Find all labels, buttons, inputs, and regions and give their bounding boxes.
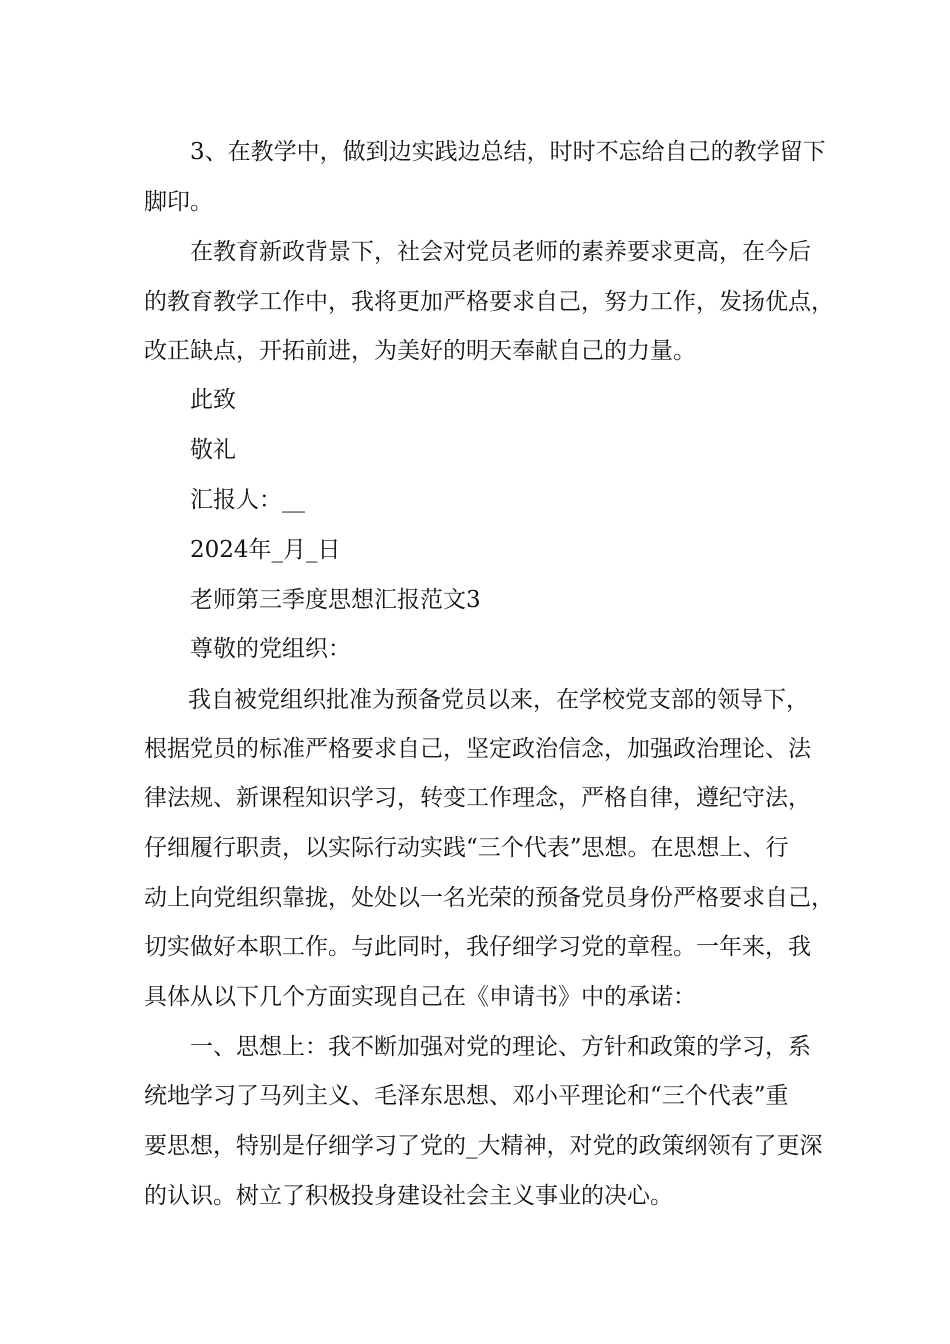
- paragraph-line: 统地学习了马列主义、毛泽东思想、邓小平理论和“三个代表”重: [144, 1083, 789, 1109]
- section-title: 老师第三季度思想汇报范文3: [190, 587, 481, 613]
- paragraph-line: 要思想，特别是仔细学习了党的_大精神，对党的政策纲领有了更深: [144, 1133, 823, 1159]
- paragraph-line: 我自被党组织批准为预备党员以来，在学校党支部的领导下，: [188, 687, 809, 713]
- paragraph-line: 的教育教学工作中，我将更加严格要求自己，努力工作，发扬优点，: [144, 289, 834, 315]
- greeting-line: 尊敬的党组织：: [190, 636, 351, 662]
- date-line: 2024年_月_日: [190, 537, 341, 563]
- paragraph-line: 具体从以下几个方面实现自己在《申请书》中的承诺：: [144, 984, 696, 1010]
- salutation-line: 敬礼: [190, 437, 236, 463]
- paragraph-line: 仔细履行职责，以实际行动实践“三个代表”思想。在思想上、行: [144, 835, 789, 861]
- paragraph-line: 动上向党组织靠拢，处处以一名光荣的预备党员身份严格要求自己，: [144, 885, 834, 911]
- paragraph-line: 的认识。树立了积极投身建设社会主义事业的决心。: [144, 1183, 673, 1209]
- paragraph-line: 3、在教学中，做到边实践边总结，时时不忘给自己的教学留下: [190, 139, 826, 165]
- paragraph-line: 一、思想上：我不断加强对党的理论、方针和政策的学习，系: [190, 1034, 811, 1060]
- paragraph-line: 根据党员的标准严格要求自己，坚定政治信念，加强政治理论、法: [144, 736, 811, 762]
- paragraph-line: 切实做好本职工作。与此同时，我仔细学习党的章程。一年来，我: [144, 934, 811, 960]
- reporter-line: 汇报人：__: [190, 487, 305, 513]
- paragraph-line: 在教育新政背景下，社会对党员老师的素养要求更高，在今后: [190, 239, 811, 265]
- closing-line: 此致: [190, 387, 236, 413]
- paragraph-line: 律法规、新课程知识学习，转变工作理念，严格自律，遵纪守法，: [144, 785, 811, 811]
- paragraph-line: 脚印。: [144, 189, 213, 215]
- paragraph-line: 改正缺点，开拓前进，为美好的明天奉献自己的力量。: [144, 338, 696, 364]
